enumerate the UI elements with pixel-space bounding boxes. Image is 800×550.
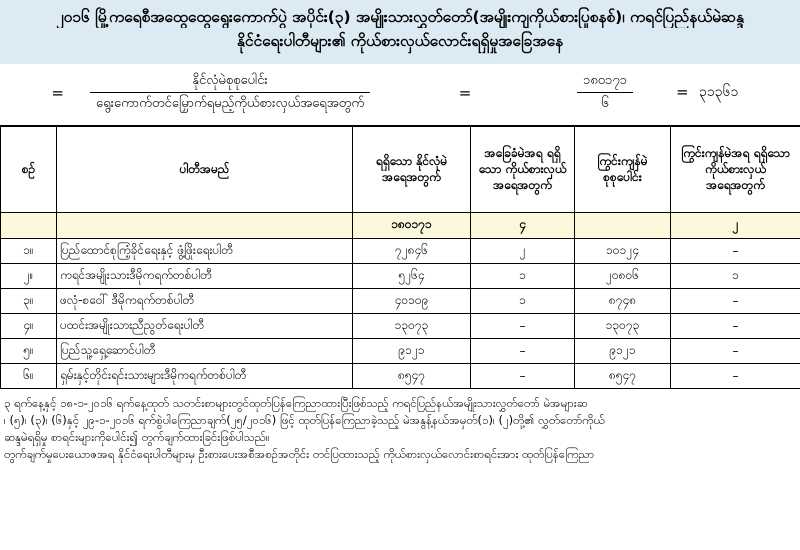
row-base-seats: – bbox=[471, 338, 575, 363]
row-remainder-seats: – bbox=[671, 313, 800, 338]
table-row bbox=[1, 363, 800, 388]
row-base-seats: – bbox=[471, 363, 575, 388]
header-no: စဉ် bbox=[1, 126, 57, 212]
row-remainder: ၂၀၈၀၆ bbox=[575, 263, 671, 288]
table-row bbox=[1, 288, 800, 313]
summary-remainder-seats: ၂ bbox=[671, 212, 800, 238]
row-no: ၂။ bbox=[1, 263, 57, 288]
header-title-line2: နိုင်ငံရေးပါတီများ၏ ကိုယ်စားလှယ်လောင်းရရှိမှုအခြေအနေ bbox=[236, 32, 564, 51]
row-remainder-seats: – bbox=[671, 338, 800, 363]
row-base-seats: ၂ bbox=[471, 238, 575, 263]
row-total-valid: ၅၂၆၄ bbox=[353, 263, 471, 288]
table-row bbox=[1, 238, 800, 263]
row-no: ၅။ bbox=[1, 338, 57, 363]
table-row bbox=[1, 263, 800, 288]
formula-denominator-1: ရွေးကောက်တင်မြှောက်ရမည့်ကိုယ်စားလှယ်အရေအတွက် bbox=[95, 95, 365, 111]
header-remainder: ကြွင်းကျန်မဲ စုစုပေါင်း bbox=[575, 126, 671, 212]
formula-equals-2: = bbox=[458, 84, 472, 103]
table-row bbox=[1, 338, 800, 363]
summary-total-valid: ၁၈၀၁၇၁ bbox=[353, 212, 471, 238]
formula-equals-1: = bbox=[51, 84, 64, 103]
row-remainder: ၁၀၁၂၄ bbox=[575, 238, 671, 263]
formula-fraction-2 bbox=[577, 72, 633, 114]
footnote-line: ဆန္ဒမဲရရှိမှု စာရင်းများကိုပေါင်း၍ တွက်ချက်ထားခြင်းဖြစ်ပါသည်။ bbox=[4, 430, 270, 445]
row-no: ၃။ bbox=[1, 288, 57, 313]
row-party: ရှမ်းနှင့်တိုင်းရင်းသားများဒီမိုကရက်တစ်ပါတီ bbox=[57, 363, 353, 388]
formula-equals-3: = bbox=[676, 83, 689, 102]
row-base-seats: ၁ bbox=[471, 288, 575, 313]
row-party: ဖလုံ-စဝေါ် ဒီမိုကရက်တစ်ပါတီ bbox=[57, 288, 353, 313]
header-party: ပါတီအမည် bbox=[57, 126, 353, 212]
summary-remainder bbox=[575, 212, 671, 238]
row-remainder: ၉၁၂၁ bbox=[575, 338, 671, 363]
header-title-line1: ၂၀၁၆ မြို့ကရေစီအထွေထွေရွေးကောက်ပွဲ အပိုင်း(၃) အမျိုးသားလွှတ်တော်(အမျိုးကျကိုယ်စားပြုစနစ်)၊ ကရင်ပြည်နယ်မဲဆန္ဒ bbox=[55, 8, 745, 26]
formula-result: ၃၁၃၆၁ bbox=[699, 84, 739, 101]
row-total-valid: ၉၁၂၁ bbox=[353, 338, 471, 363]
summary-party bbox=[57, 212, 353, 238]
footnote-line: ၃ ရက်နေ့နှင့် ၁၈-၁-၂၀၁၆ ရက်နေ့ထုတ် သတင်းစာများတွင်ထုတ်ပြန်ကြေညာထားပြီးဖြစ်သည့် ကရင်ပြည်နယ်အမျိုးသားလွှတ်တော် မဲအများဆ bbox=[4, 395, 588, 410]
row-total-valid: ၁၃၀၇၃ bbox=[353, 313, 471, 338]
row-remainder-seats: ၁ bbox=[671, 263, 800, 288]
formula-strip bbox=[0, 64, 800, 126]
row-remainder-seats: – bbox=[671, 288, 800, 313]
summary-no bbox=[1, 212, 57, 238]
formula-denominator-2: ၆ bbox=[601, 95, 609, 111]
row-party: ပထင်းအမျိုးသားညီညွတ်ရေးပါတီ bbox=[57, 313, 353, 338]
document-header-banner bbox=[0, 0, 800, 64]
results-table bbox=[0, 126, 800, 389]
footnote-line: တွက်ချက်မှုပေးယောဇအရ နိုင်ငံရေးပါတီများမှ ဦးစားပေးအစီအစဉ်အတိုင်း တင်ပြထားသည့် ကိုယ်စားလှယ်လောင်းစာရင်းအား ထုတ်ပြန်ကြေညာ bbox=[4, 447, 595, 462]
summary-row bbox=[1, 212, 800, 238]
row-total-valid: ၈၅၄၇ bbox=[353, 363, 471, 388]
row-party: ပြည်ထောင်စုကြံ့ခိုင်ရေးနှင့် ဖွံ့ဖြိုးရေးပါတီ bbox=[57, 238, 353, 263]
header-base-seats: အခြေခံမဲအရ ရရှိသော ကိုယ်စားလှယ် အရေအတွက် bbox=[471, 126, 575, 212]
row-base-seats: – bbox=[471, 313, 575, 338]
row-total-valid: ၇၂၈၄၆ bbox=[353, 238, 471, 263]
table-row bbox=[1, 313, 800, 338]
formula-fraction-1 bbox=[90, 72, 370, 114]
header-total-valid: ရရှိသော နိုင်လုံမဲ အရေအတွက် bbox=[353, 126, 471, 212]
row-remainder-seats: – bbox=[671, 238, 800, 263]
footnote-line: ၊ (၅)၊ (၃)၊ (၆)နှင့် ၂၉-၁-၂၀၁၆ ရက်စွဲပါကြေညာချက်(၂၅/၂၀၁၆) ဖြင့် ထုတ်ပြန်ကြေညာခဲ့သည့် မဲအနွန့်နယ်အမှတ်(၁)၊ (၂)တို့၏ လွှတ်တော်ကိုယ် bbox=[4, 412, 605, 427]
row-no: ၆။ bbox=[1, 363, 57, 388]
row-no: ၁။ bbox=[1, 238, 57, 263]
row-party: ကရင်အမျိုးသားဒီမိုကရက်တစ်ပါတီ bbox=[57, 263, 353, 288]
summary-base-seats: ၄ bbox=[471, 212, 575, 238]
row-no: ၄။ bbox=[1, 313, 57, 338]
row-remainder-seats: – bbox=[671, 363, 800, 388]
row-remainder: ၁၃၀၇၃ bbox=[575, 313, 671, 338]
row-remainder: ၈၇၄၈ bbox=[575, 288, 671, 313]
footnotes bbox=[0, 389, 800, 464]
formula-numerator-2: ၁၈၀၁၇၁ bbox=[577, 72, 633, 93]
row-total-valid: ၄၀၁၀၉ bbox=[353, 288, 471, 313]
table-header-row bbox=[1, 126, 800, 212]
header-remainder-seats: ကြွင်းကျန်မဲအရ ရရှိသော ကိုယ်စားလှယ် အရေအတွက် bbox=[671, 126, 800, 212]
row-remainder: ၈၅၄၇ bbox=[575, 363, 671, 388]
row-party: ပြည်သူ့ရှေ့ဆောင်ပါတီ bbox=[57, 338, 353, 363]
formula-numerator-1: နိုင်လုံမဲစုစုပေါင်း bbox=[90, 72, 370, 93]
row-base-seats: ၁ bbox=[471, 263, 575, 288]
